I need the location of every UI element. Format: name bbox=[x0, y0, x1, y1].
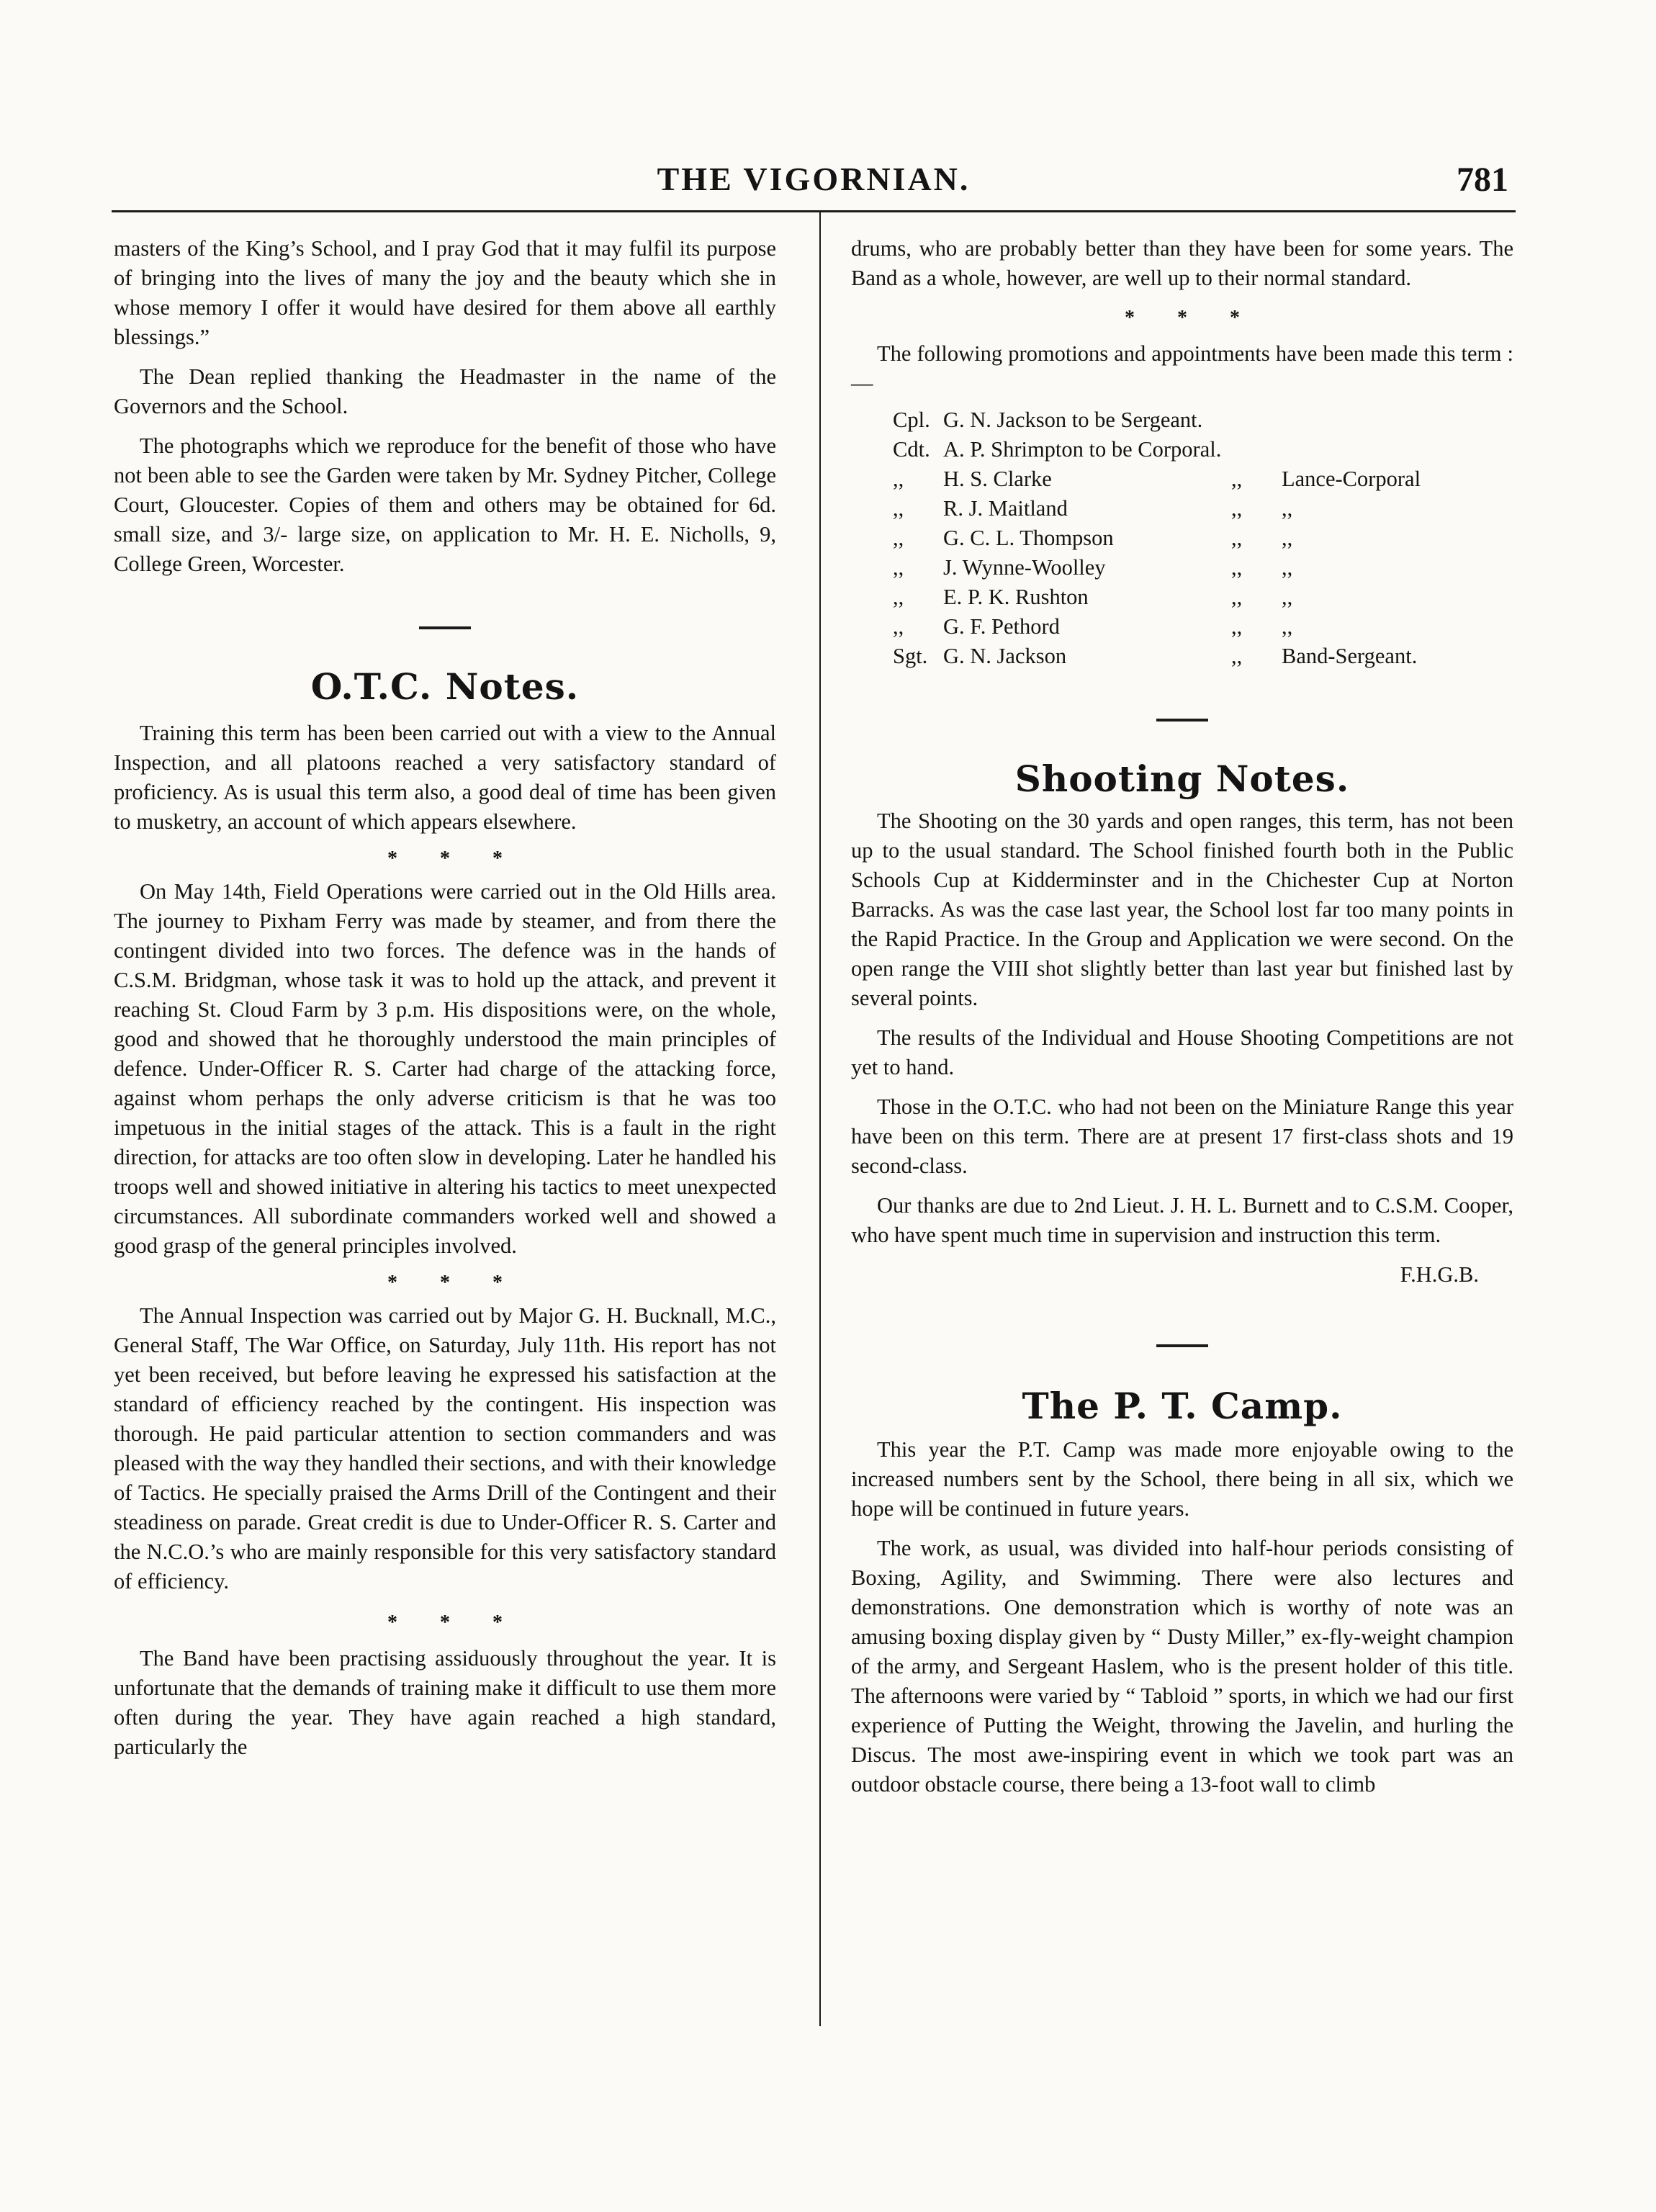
otc-band-paragraph: The Band have been practising assiduously throughout the year. It is unfortunate that the demands of training make it difficult to use them more often during the year. They have again reached a high standard, particularly the bbox=[114, 1646, 776, 1759]
promotion-rank: ,, bbox=[893, 526, 904, 550]
promotion-role: Lance-Corporal bbox=[1282, 467, 1421, 491]
promotion-row bbox=[893, 642, 1421, 671]
otc-inspection-paragraph: The Annual Inspection was carried out by Major G. H. Bucknall, M.C., General Staff, The War Office, on Saturday, July 11th. His report has not yet been received, but before leaving he expressed his satisfaction at the standard of efficiency reached by the contingent. His inspection was thorough. He paid particular attention to section commanders and was pleased with the way they handled their sections, and with their knowledge of Tactics. He specially praised the Arms Drill of the Contingent and their steadiness on parade. Great credit is due to Under-Officer R. S. Carter and the N.C.O.’s who are mainly responsible for this very satisfactory standard of efficiency. bbox=[114, 1303, 776, 1593]
promotion-row bbox=[893, 494, 1421, 523]
promotion-role: ,, bbox=[1282, 526, 1293, 550]
promotion-ditto: ,, bbox=[1231, 614, 1243, 639]
promotions-list bbox=[893, 405, 1421, 671]
promotion-role: ,, bbox=[1282, 555, 1293, 580]
promotion-row bbox=[893, 523, 1421, 553]
promotion-ditto: ,, bbox=[1231, 496, 1243, 521]
promotion-name: G. F. Pethord bbox=[943, 614, 1060, 639]
promotion-role: ,, bbox=[1282, 496, 1293, 521]
section-stars: * * * bbox=[387, 1272, 521, 1294]
promotion-name: G. N. Jackson bbox=[943, 644, 1067, 668]
promotion-row bbox=[893, 612, 1421, 642]
promotion-row bbox=[893, 435, 1421, 464]
promotion-row bbox=[893, 583, 1421, 612]
promotion-name: E. P. K. Rushton bbox=[943, 585, 1089, 609]
promotion-name: R. J. Maitland bbox=[943, 496, 1068, 521]
promotion-rank: Cpl. bbox=[893, 408, 930, 432]
shooting-notes-heading: Shooting Notes. bbox=[1014, 757, 1350, 800]
promotion-name: H. S. Clarke bbox=[943, 467, 1052, 491]
promotion-ditto: ,, bbox=[1231, 555, 1243, 580]
promotion-rank: ,, bbox=[893, 614, 904, 639]
promotion-ditto: ,, bbox=[1231, 526, 1243, 550]
shooting-signature: F.H.G.B. bbox=[1400, 1262, 1479, 1287]
promotion-ditto: ,, bbox=[1231, 644, 1243, 668]
page-header bbox=[112, 157, 1516, 209]
otc-training-paragraph: Training this term has been been carried out with a view to the Annual Inspection, and all platoons reached a very satisfactory standard of proficiency. As is usual this term also, a good deal of time has been given to musketry, an account of which appears elsewhere. bbox=[114, 721, 776, 834]
promotion-rank: Sgt. bbox=[893, 644, 928, 668]
right-column bbox=[851, 234, 1513, 1799]
page-number: 781 bbox=[1457, 161, 1508, 199]
promotion-rank: ,, bbox=[893, 555, 904, 580]
shooting-thanks-paragraph: Our thanks are due to 2nd Lieut. J. H. L. Burnett and to C.S.M. Cooper, who have spent much time in supervision and instruction this term. bbox=[851, 1193, 1513, 1247]
promotion-role: ,, bbox=[1282, 614, 1293, 639]
section-stars: * * * bbox=[387, 848, 521, 870]
promotion-role: Band-Sergeant. bbox=[1282, 644, 1418, 668]
promotion-ditto: ,, bbox=[1231, 585, 1243, 609]
column-rule bbox=[819, 212, 821, 2026]
promotion-name: G. C. L. Thompson bbox=[943, 526, 1114, 550]
promotion-rank: ,, bbox=[893, 467, 904, 491]
promotions-intro: The following promotions and appointments have been made this term :— bbox=[851, 341, 1513, 395]
band-continued-paragraph: drums, who are probably better than they have been for some years. The Band as a whole, however, are well up to their normal standard. bbox=[851, 236, 1513, 290]
dedication-continued: masters of the King’s School, and I pray God that it may fulfil its purpose of bringing into the lives of many the joy and the beauty which she in whose memory I offer it would have desired for them above all earthly blessings.” bbox=[114, 236, 776, 349]
dean-reply-paragraph: The Dean replied thanking the Headmaster in the name of the Governors and the School. bbox=[114, 364, 776, 418]
otc-notes-heading: O.T.C. Notes. bbox=[310, 665, 580, 708]
pt-camp-intro-paragraph: This year the P.T. Camp was made more enjoyable owing to the increased numbers sent by the School, there being in all six, which we hope will be continued in future years. bbox=[851, 1437, 1513, 1521]
promotion-row bbox=[893, 553, 1421, 583]
promotion-role: ,, bbox=[1282, 585, 1293, 609]
section-stars: * * * bbox=[387, 1611, 521, 1634]
pt-camp-work-paragraph: The work, as usual, was divided into half-hour periods consisting of Boxing, Agility, and Swimming. There were also lectures and demonstrations. One demonstration which is worthy of note was an amusing boxing display given by “ Dusty Miller,” ex-fly-weight champion of the army, and Sergeant Haslem, who is the present holder of this title. The afternoons were varied by “ Tabloid ” sports, in which we had our first experience of Putting the Weight, throwing the Javelin, and hurling the Discus. The most awe-inspiring event in which we took part was an outdoor obstacle course, there being a 13-foot wall to climb bbox=[851, 1536, 1513, 1797]
promotion-rank: Cdt. bbox=[893, 437, 930, 462]
promotion-rank: ,, bbox=[893, 585, 904, 609]
pt-camp-heading: The P. T. Camp. bbox=[1022, 1385, 1343, 1427]
shooting-miniature-range-paragraph: Those in the O.T.C. who had not been on the Miniature Range this year have been on this term. There are at present 17 first-class shots and 19 second-class. bbox=[851, 1094, 1513, 1178]
photographs-paragraph: The photographs which we reproduce for the benefit of those who have not been able to see the Garden were taken by Mr. Sydney Pitcher, College Court, Gloucester. Copies of them and others may be obtained for 6d. small size, and 3/- large size, on application to Mr. H. E. Nicholls, 9, College Green, Worcester. bbox=[114, 433, 776, 576]
promotion-row bbox=[893, 405, 1421, 435]
shooting-competitions-paragraph: The results of the Individual and House Shooting Competitions are not yet to hand. bbox=[851, 1025, 1513, 1079]
left-column bbox=[114, 234, 776, 1762]
promotion-name: A. P. Shrimpton to be Corporal. bbox=[943, 437, 1222, 462]
shooting-results-paragraph: The Shooting on the 30 yards and open ranges, this term, has not been up to the usual standard. The School finished fourth both in the Public Schools Cup at Kidderminster and in the Chichester Cup at Norton Barracks. As was the case last year, the School lost far too many points in the Rapid Practice. In the Group and Application we were second. On the open range the VIII shot slightly better than last year but finished last by several points. bbox=[851, 809, 1513, 1010]
promotion-rank: ,, bbox=[893, 496, 904, 521]
promotion-row bbox=[893, 464, 1421, 494]
running-title: THE VIGORNIAN. bbox=[657, 161, 971, 197]
promotion-name: J. Wynne-Woolley bbox=[943, 555, 1106, 580]
promotion-ditto: ,, bbox=[1231, 467, 1243, 491]
header-rule bbox=[112, 210, 1516, 212]
otc-field-operations-paragraph: On May 14th, Field Operations were carried out in the Old Hills area. The journey to Pixham Ferry was made by steamer, and from there the contingent divided into two forces. The defence was in the hands of C.S.M. Bridgman, whose task it was to hold up the attack, and prevent it reaching St. Cloud Farm by 3 p.m. His dispositions were, on the whole, good and showed that he thoroughly understood the main principles of defence. Under-Officer R. S. Carter had charge of the attacking force, against whom perhaps the only adverse criticism is that he was too impetuous in the initial stages of the attack. This is a fault in the right direction, for attacks are too often slow in developing. Later he handled his troops well and showed initiative in altering his tactics to meet unexpected circumstances. All subordinate commanders worked well and showed a good grasp of the general principles involved. bbox=[114, 879, 776, 1258]
promotion-name: G. N. Jackson to be Sergeant. bbox=[943, 408, 1203, 432]
section-stars: * * * bbox=[1125, 307, 1259, 329]
